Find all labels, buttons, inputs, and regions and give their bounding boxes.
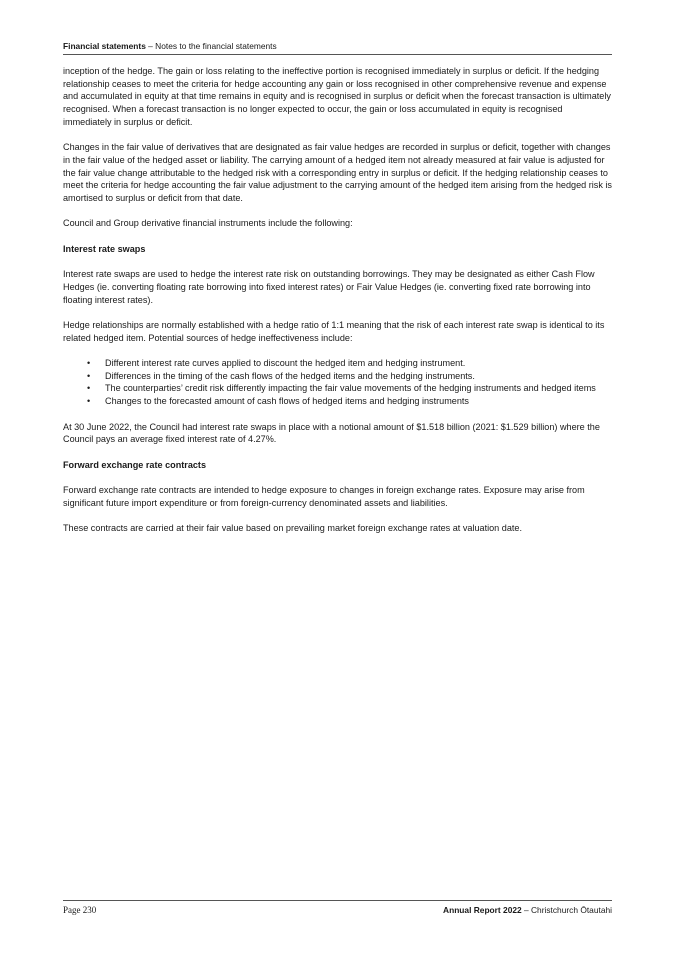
- paragraph-hedge-inception: inception of the hedge. The gain or loss relating to the ineffective portion is recognised immediately in surplus or deficit. If the hedging relationship ceases to meet the criteria for hedge accounting any gain or loss recognised in other comprehensive revenue and expense and accumulated in equity at that time remains in equity and is recognised in surplus or deficit when the forecast transaction is ultimately recognised. When a forecast transaction is no longer expected to occur, the gain or loss accumulated in equity is recognised immediately in surplus or deficit.: [63, 66, 611, 127]
- running-footer: [63, 900, 612, 915]
- list-item: • Different interest rate curves applied to discount the hedged item and hedging instrument.: [63, 357, 613, 370]
- header-separator: –: [145, 41, 156, 51]
- heading-interest-rate-swaps: Interest rate swaps: [63, 243, 146, 254]
- report-place: Christchurch Ōtautahi: [531, 905, 612, 915]
- list-item: • The counterparties’ credit risk differently impacting the fair value movements of the hedging instruments and hedged items: [63, 382, 613, 395]
- running-header: [63, 40, 612, 55]
- paragraph-fair-value-carrying: These contracts are carried at their fair value based on prevailing market foreign exchange rates at valuation date.: [63, 523, 522, 534]
- list-item: • Changes to the forecasted amount of cash flows of hedged items and hedging instruments: [63, 395, 613, 408]
- paragraph-swap-notional: At 30 June 2022, the Council had interest rate swaps in place with a notional amount of $1.518 billion (2021: $1.529 billion) where the Council pays an average fixed interest rate of 4.27%.: [63, 421, 600, 445]
- paragraph-fair-value-hedges: Changes in the fair value of derivatives that are designated as fair value hedges are recorded in surplus or deficit, together with changes in the fair value of the hedged asset or liability. The carrying amount of a hedged item not already measured at fair value is adjusted for the fair value change attributable to the hedged risk with a corresponding entry in surplus or deficit. If the hedging relationship ceases to meet the criteria for hedge accounting the fair value adjustment to the carrying amount of the hedged item arising from the hedged risk is amortised to surplus or deficit from that date.: [63, 142, 612, 204]
- footer-separator: –: [521, 905, 531, 915]
- paragraph-forward-contracts: Forward exchange rate contracts are intended to hedge exposure to changes in foreign exchange rates. Exposure may arise from significant future import expenditure or from foreign-currency denominated assets and liabilities.: [63, 485, 585, 508]
- page-number: Page 230: [63, 905, 97, 915]
- list-item: • Differences in the timing of the cash flows of the hedged items and the hedging instruments.: [63, 370, 613, 383]
- report-title: [443, 904, 612, 916]
- paragraph-derivatives-intro: Council and Group derivative financial instruments include the following:: [63, 218, 353, 229]
- ineffectiveness-list: [63, 357, 613, 408]
- report-name: Annual Report 2022: [443, 905, 522, 915]
- page-body: [63, 65, 613, 548]
- paragraph-swaps-description: Interest rate swaps are used to hedge the interest rate risk on outstanding borrowings. They may be designated as either Cash Flow Hedges (ie. converting floating rate borrowing into fixed interest rates) or Fair Value Hedges (ie. converting fixed rate borrowing into floating interest rates).: [63, 269, 595, 305]
- heading-forward-exchange: Forward exchange rate contracts: [63, 459, 207, 470]
- header-subsection: Notes to the financial statements: [155, 41, 277, 51]
- paragraph-hedge-relationships: Hedge relationships are normally established with a hedge ratio of 1:1 meaning that the risk of each interest rate swap is identical to its related hedged item. Potential sources of hedge ineffectiveness include:: [63, 319, 605, 343]
- header-section: Financial statements: [63, 41, 146, 51]
